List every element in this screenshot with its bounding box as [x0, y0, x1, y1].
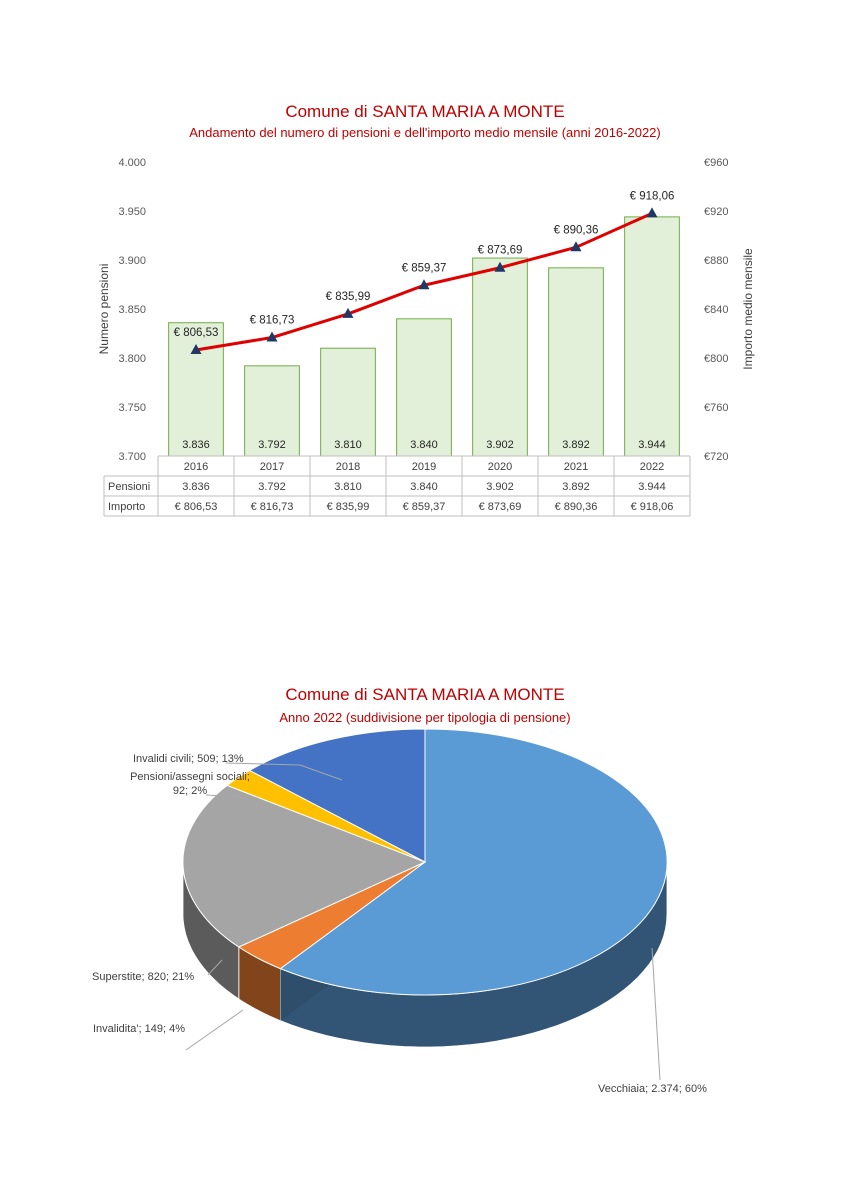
x-tick-label: 2019 [411, 461, 437, 473]
y2-tick-label: €760 [704, 402, 729, 414]
bar [549, 268, 604, 456]
bar-data-label: 3.792 [258, 439, 286, 451]
y-tick-label: 3.700 [118, 451, 146, 463]
x-tick-label: 2022 [639, 461, 665, 473]
pie-title: Comune di SANTA MARIA A MONTE [285, 685, 565, 704]
line-data-label: € 873,69 [477, 244, 523, 257]
table-cell: 3.892 [562, 481, 590, 493]
pie-chart [0, 640, 849, 1200]
line-data-label: € 816,73 [249, 314, 295, 327]
chart-subtitle: Andamento del numero di pensioni e dell'importo medio mensile (anni 2016-2022) [189, 125, 661, 140]
pie-slice-label: Vecchiaia; 2.374; 60% [598, 1083, 707, 1095]
table-cell: € 918,06 [630, 501, 674, 513]
x-tick-label: 2018 [335, 461, 361, 473]
bar [625, 217, 680, 456]
table-cell: € 835,99 [326, 501, 370, 513]
combo-chart [0, 0, 849, 560]
line-data-label: € 806,53 [173, 327, 219, 340]
y2-tick-label: €840 [704, 304, 729, 316]
line-data-label: € 835,99 [325, 290, 371, 303]
bar-data-label: 3.944 [638, 439, 666, 451]
x-tick-label: 2020 [487, 461, 513, 473]
bar [169, 323, 224, 456]
table-cell: € 890,36 [554, 501, 598, 513]
bar [397, 319, 452, 456]
table-cell: € 859,37 [402, 501, 446, 513]
bar [473, 258, 528, 456]
table-cell: € 816,73 [250, 501, 294, 513]
table-cell: 3.836 [182, 481, 210, 493]
x-tick-label: 2021 [563, 461, 589, 473]
bar-data-label: 3.840 [410, 439, 438, 451]
table-row-header: Importo [108, 501, 146, 513]
y-tick-label: 3.950 [118, 206, 146, 218]
line-data-label: € 859,37 [401, 262, 447, 275]
x-tick-label: 2017 [259, 461, 285, 473]
chart-title: Comune di SANTA MARIA A MONTE [285, 102, 565, 121]
y2-tick-label: €920 [704, 206, 729, 218]
pie-subtitle: Anno 2022 (suddivisione per tipologia di pensione) [279, 710, 571, 725]
y2-tick-label: €800 [704, 353, 729, 365]
pie-slice-label: 92; 2% [172, 785, 208, 797]
y-tick-label: 3.850 [118, 304, 146, 316]
table-cell: 3.944 [638, 481, 666, 493]
y2-axis-title: Importo medio mensile [741, 248, 755, 370]
bar-data-label: 3.892 [562, 439, 590, 451]
table-cell: 3.902 [486, 481, 514, 493]
y-tick-label: 3.750 [118, 402, 146, 414]
bar-data-label: 3.810 [334, 439, 362, 451]
table-cell: 3.792 [258, 481, 286, 493]
y-tick-label: 4.000 [118, 157, 146, 169]
line-data-label: € 918,06 [629, 190, 675, 203]
y-tick-label: 3.900 [118, 255, 146, 267]
bar-data-label: 3.836 [182, 439, 210, 451]
table-row-header: Pensioni [108, 481, 151, 493]
pie-slice-label: Invalidita'; 149; 4% [93, 1023, 185, 1035]
x-tick-label: 2016 [183, 461, 209, 473]
line-data-label: € 890,36 [553, 224, 599, 237]
table-cell: 3.840 [410, 481, 438, 493]
pie-leader-line [186, 1010, 243, 1050]
y2-tick-label: €720 [704, 451, 729, 463]
pie-slice-label: Invalidi civili; 509; 13% [133, 753, 244, 765]
y-axis-title: Numero pensioni [97, 263, 111, 355]
y2-tick-label: €960 [704, 157, 729, 169]
table-cell: € 873,69 [478, 501, 522, 513]
pie-slice-label: Superstite; 820; 21% [92, 971, 195, 983]
y2-tick-label: €880 [704, 255, 729, 267]
pie-leader-line [652, 948, 660, 1080]
line-marker [647, 207, 658, 217]
table-cell: 3.810 [334, 481, 362, 493]
pie-slice-label: Pensioni/assegni sociali; [130, 771, 250, 783]
bar-data-label: 3.902 [486, 439, 514, 451]
table-cell: € 806,53 [174, 501, 218, 513]
y-tick-label: 3.800 [118, 353, 146, 365]
